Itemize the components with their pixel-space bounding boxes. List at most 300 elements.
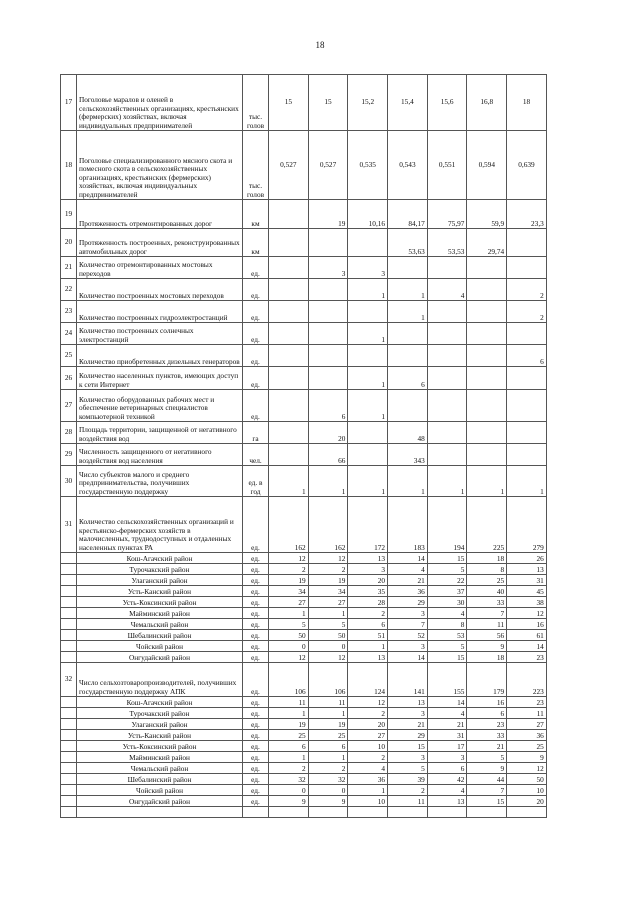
value-cell: 5 [388, 763, 428, 774]
indicators-table [60, 74, 547, 818]
unit-cell: ед. [243, 390, 269, 422]
value-cell: 6 [348, 619, 388, 630]
value-cell: 15,2 [348, 75, 388, 131]
value-cell [467, 422, 507, 444]
value-cell: 18 [467, 553, 507, 564]
value-cell: 179 [467, 663, 507, 697]
indicator-name-cell: Турочакский район [77, 708, 243, 719]
value-cell [388, 257, 428, 279]
row-number-cell [61, 641, 77, 652]
value-cell [348, 422, 388, 444]
value-cell: 18 [467, 652, 507, 663]
value-cell: 9 [308, 796, 348, 807]
value-cell: 9 [507, 752, 547, 763]
value-cell: 4 [427, 608, 467, 619]
value-cell: 124 [348, 663, 388, 697]
value-cell: 141 [388, 663, 428, 697]
district-row [61, 774, 547, 785]
district-row [61, 796, 547, 807]
indicator-name-cell: Количество приобретенных дизельных генераторов [77, 345, 243, 367]
value-cell: 19 [269, 575, 309, 586]
value-cell: 20 [507, 796, 547, 807]
indicator-name-cell: Поголовье маралов и оленей в сельскохозяйственных организациях, крестьянских (фермерских) хозяйствах, включая индивидуальных предпринимателей [77, 75, 243, 131]
district-row [61, 564, 547, 575]
value-cell: 34 [269, 586, 309, 597]
indicator-name-cell: Майминский район [77, 752, 243, 763]
unit-cell: тыс. голов [243, 75, 269, 131]
unit-cell: ед. [243, 630, 269, 641]
value-cell: 45 [507, 586, 547, 597]
row-number-cell: 30 [61, 466, 77, 497]
value-cell: 50 [269, 630, 309, 641]
row-number-cell: 21 [61, 257, 77, 279]
value-cell [507, 257, 547, 279]
row-number-cell [61, 697, 77, 708]
value-cell [427, 390, 467, 422]
value-cell: 25 [308, 730, 348, 741]
value-cell: 33 [467, 730, 507, 741]
value-cell: 17 [427, 741, 467, 752]
value-cell: 2 [308, 763, 348, 774]
indicator-name-cell: Кош-Агачский район [77, 553, 243, 564]
value-cell [388, 345, 428, 367]
value-cell: 18 [507, 75, 547, 131]
value-cell: 162 [308, 497, 348, 553]
value-cell: 14 [388, 553, 428, 564]
indicator-name-cell: Количество построенных гидроэлектростанций [77, 301, 243, 323]
value-cell: 39 [388, 774, 428, 785]
row-number-cell [61, 785, 77, 796]
district-row [61, 719, 547, 730]
value-cell: 13 [388, 697, 428, 708]
district-row [61, 575, 547, 586]
row-number-cell: 19 [61, 200, 77, 229]
value-cell [269, 345, 309, 367]
row-number-cell [61, 752, 77, 763]
value-cell: 5 [427, 641, 467, 652]
district-row [61, 730, 547, 741]
value-cell [308, 807, 348, 818]
unit-cell: ед. [243, 586, 269, 597]
value-cell: 25 [467, 575, 507, 586]
row-number-cell: 20 [61, 229, 77, 257]
value-cell: 106 [308, 663, 348, 697]
value-cell: 2 [269, 564, 309, 575]
value-cell [507, 390, 547, 422]
value-cell: 1 [427, 466, 467, 497]
value-cell: 1 [269, 608, 309, 619]
value-cell: 1 [348, 466, 388, 497]
row-number-cell: 31 [61, 497, 77, 553]
unit-cell [243, 807, 269, 818]
value-cell [507, 367, 547, 390]
indicator-name-cell: Число сельхозтоваропроизводителей, получивших государственную поддержку АПК [77, 663, 243, 697]
value-cell: 36 [348, 774, 388, 785]
district-row [61, 785, 547, 796]
value-cell: 56 [467, 630, 507, 641]
value-cell: 53,53 [427, 229, 467, 257]
value-cell [467, 390, 507, 422]
value-cell: 21 [427, 719, 467, 730]
value-cell: 1 [388, 279, 428, 301]
value-cell [507, 444, 547, 466]
value-cell: 52 [388, 630, 428, 641]
unit-cell: ед. [243, 564, 269, 575]
value-cell [269, 323, 309, 345]
row-number-cell [61, 597, 77, 608]
indicator-name-cell: Чемальский район [77, 763, 243, 774]
unit-cell: ед. [243, 708, 269, 719]
value-cell: 31 [427, 730, 467, 741]
value-cell: 1 [388, 466, 428, 497]
district-row [61, 741, 547, 752]
value-cell: 2 [308, 564, 348, 575]
value-cell [348, 301, 388, 323]
value-cell: 59,9 [467, 200, 507, 229]
value-cell: 15 [467, 796, 507, 807]
value-cell: 0,639 [507, 131, 547, 200]
value-cell: 2 [348, 708, 388, 719]
table-row [61, 301, 547, 323]
unit-cell: ед. [243, 619, 269, 630]
value-cell [308, 229, 348, 257]
value-cell: 155 [427, 663, 467, 697]
value-cell: 8 [427, 619, 467, 630]
indicator-name-cell: Чойский район [77, 785, 243, 796]
value-cell: 1 [308, 708, 348, 719]
unit-cell: ед. [243, 763, 269, 774]
row-number-cell [61, 807, 77, 818]
value-cell: 20 [308, 422, 348, 444]
indicator-name-cell: Онгудайский район [77, 796, 243, 807]
row-number-cell [61, 575, 77, 586]
row-number-cell: 29 [61, 444, 77, 466]
value-cell: 12 [348, 697, 388, 708]
indicator-name-cell: Чойский район [77, 641, 243, 652]
unit-cell: ед. [243, 367, 269, 390]
row-number-cell: 17 [61, 75, 77, 131]
district-row [61, 641, 547, 652]
table-row [61, 257, 547, 279]
value-cell: 2 [507, 279, 547, 301]
value-cell: 1 [308, 752, 348, 763]
value-cell [467, 279, 507, 301]
value-cell [427, 301, 467, 323]
value-cell: 1 [348, 367, 388, 390]
table-row [61, 200, 547, 229]
value-cell: 12 [269, 553, 309, 564]
value-cell: 28 [348, 597, 388, 608]
unit-cell: га [243, 422, 269, 444]
row-number-cell [61, 708, 77, 719]
value-cell: 32 [308, 774, 348, 785]
value-cell: 25 [269, 730, 309, 741]
district-row [61, 619, 547, 630]
table-row [61, 663, 547, 697]
value-cell: 31 [507, 575, 547, 586]
value-cell: 51 [348, 630, 388, 641]
value-cell [308, 367, 348, 390]
value-cell: 25 [507, 741, 547, 752]
value-cell: 29 [388, 597, 428, 608]
value-cell: 21 [467, 741, 507, 752]
value-cell: 36 [388, 586, 428, 597]
value-cell: 1 [348, 279, 388, 301]
value-cell: 32 [269, 774, 309, 785]
unit-cell: ед. [243, 697, 269, 708]
value-cell: 1 [348, 641, 388, 652]
indicator-name-cell: Количество оборудованных рабочих мест и обеспечение ветеринарных специалистов компьютерной техникой [77, 390, 243, 422]
value-cell: 1 [348, 390, 388, 422]
value-cell: 14 [388, 652, 428, 663]
indicator-name-cell: Усть-Коксинский район [77, 597, 243, 608]
value-cell [388, 323, 428, 345]
value-cell: 29,74 [467, 229, 507, 257]
value-cell: 0,594 [467, 131, 507, 200]
value-cell: 36 [507, 730, 547, 741]
row-number-cell: 18 [61, 131, 77, 200]
value-cell: 4 [388, 564, 428, 575]
indicator-name-cell: Протяженность построенных, реконструированных автомобильных дорог [77, 229, 243, 257]
value-cell: 27 [269, 597, 309, 608]
value-cell: 1 [348, 785, 388, 796]
value-cell: 12 [507, 763, 547, 774]
row-number-cell [61, 774, 77, 785]
value-cell [308, 323, 348, 345]
value-cell [467, 257, 507, 279]
value-cell: 3 [308, 257, 348, 279]
unit-cell: ед. [243, 730, 269, 741]
value-cell: 13 [427, 796, 467, 807]
value-cell: 84,17 [388, 200, 428, 229]
value-cell [269, 390, 309, 422]
value-cell [427, 367, 467, 390]
value-cell: 9 [467, 763, 507, 774]
value-cell: 13 [348, 652, 388, 663]
value-cell [308, 345, 348, 367]
value-cell: 7 [388, 619, 428, 630]
value-cell [467, 345, 507, 367]
row-number-cell: 25 [61, 345, 77, 367]
value-cell: 0,527 [269, 131, 309, 200]
value-cell: 194 [427, 497, 467, 553]
value-cell: 3 [388, 641, 428, 652]
value-cell: 0 [308, 641, 348, 652]
unit-cell: ед. [243, 553, 269, 564]
row-number-cell [61, 619, 77, 630]
value-cell: 9 [269, 796, 309, 807]
value-cell: 15 [388, 741, 428, 752]
value-cell [269, 367, 309, 390]
value-cell: 27 [348, 730, 388, 741]
value-cell: 13 [507, 564, 547, 575]
indicator-name-cell: Улаганский район [77, 719, 243, 730]
value-cell: 1 [308, 608, 348, 619]
value-cell: 7 [467, 608, 507, 619]
value-cell: 3 [348, 564, 388, 575]
row-number-cell [61, 719, 77, 730]
indicator-name-cell: Число субъектов малого и среднего предпринимательства, получивших государственную поддержку [77, 466, 243, 497]
value-cell: 40 [467, 586, 507, 597]
value-cell [388, 390, 428, 422]
value-cell [348, 807, 388, 818]
value-cell: 16 [467, 697, 507, 708]
unit-cell: ед. [243, 575, 269, 586]
value-cell: 48 [388, 422, 428, 444]
value-cell: 12 [507, 608, 547, 619]
value-cell [308, 301, 348, 323]
indicator-name-cell: Усть-Коксинский район [77, 741, 243, 752]
value-cell [427, 345, 467, 367]
value-cell: 19 [308, 575, 348, 586]
row-number-cell: 32 [61, 663, 77, 697]
value-cell: 11 [467, 619, 507, 630]
indicator-name-cell [77, 807, 243, 818]
value-cell [467, 367, 507, 390]
row-number-cell [61, 741, 77, 752]
indicator-name-cell: Количество населенных пунктов, имеющих доступ к сети Интернет [77, 367, 243, 390]
value-cell: 15 [427, 652, 467, 663]
value-cell: 4 [427, 785, 467, 796]
value-cell: 6 [427, 763, 467, 774]
row-number-cell: 26 [61, 367, 77, 390]
value-cell: 2 [348, 752, 388, 763]
value-cell: 4 [427, 708, 467, 719]
value-cell: 61 [507, 630, 547, 641]
unit-cell: ед. [243, 719, 269, 730]
value-cell: 5 [269, 619, 309, 630]
value-cell: 223 [507, 663, 547, 697]
unit-cell: тыс. голов [243, 131, 269, 200]
value-cell: 26 [507, 553, 547, 564]
district-row [61, 586, 547, 597]
value-cell: 53 [427, 630, 467, 641]
table-row [61, 323, 547, 345]
indicator-name-cell: Количество сельскохозяйственных организаций и крестьянско-фермерских хозяйств в малочисленных, труднодоступных и отдаленных населенных пунктах РА [77, 497, 243, 553]
value-cell: 0,543 [388, 131, 428, 200]
value-cell: 1 [467, 466, 507, 497]
value-cell: 2 [388, 785, 428, 796]
indicator-name-cell: Площадь территории, защищенной от негативного воздействия вод [77, 422, 243, 444]
value-cell [269, 279, 309, 301]
unit-cell: ед. [243, 257, 269, 279]
value-cell: 50 [507, 774, 547, 785]
indicator-name-cell: Поголовье специализированного мясного скота и помесного скота в сельскохозяйственных организациях, крестьянских (фермерских) хозяйствах, включая индивидуальных предпринимателей [77, 131, 243, 200]
table-row [61, 497, 547, 553]
table-row [61, 444, 547, 466]
value-cell: 38 [507, 597, 547, 608]
unit-cell: чел. [243, 444, 269, 466]
value-cell: 1 [269, 752, 309, 763]
value-cell: 1 [348, 323, 388, 345]
value-cell: 19 [308, 719, 348, 730]
value-cell: 37 [427, 586, 467, 597]
unit-cell: ед. [243, 301, 269, 323]
value-cell: 6 [269, 741, 309, 752]
table-row [61, 466, 547, 497]
value-cell: 1 [507, 466, 547, 497]
value-cell: 19 [308, 200, 348, 229]
unit-cell: ед. [243, 641, 269, 652]
row-number-cell [61, 652, 77, 663]
value-cell: 12 [308, 652, 348, 663]
value-cell: 22 [427, 575, 467, 586]
value-cell: 16,8 [467, 75, 507, 131]
value-cell: 15 [269, 75, 309, 131]
value-cell [467, 444, 507, 466]
district-row [61, 752, 547, 763]
value-cell: 3 [427, 752, 467, 763]
value-cell [269, 301, 309, 323]
value-cell: 343 [388, 444, 428, 466]
value-cell: 1 [269, 708, 309, 719]
row-number-cell [61, 608, 77, 619]
value-cell: 53,63 [388, 229, 428, 257]
value-cell: 7 [467, 785, 507, 796]
district-row [61, 652, 547, 663]
value-cell [348, 345, 388, 367]
indicator-name-cell: Турочакский район [77, 564, 243, 575]
value-cell: 16 [507, 619, 547, 630]
value-cell: 44 [467, 774, 507, 785]
value-cell: 10,16 [348, 200, 388, 229]
row-number-cell [61, 630, 77, 641]
row-number-cell [61, 730, 77, 741]
value-cell: 19 [269, 719, 309, 730]
value-cell: 23,3 [507, 200, 547, 229]
indicator-name-cell: Усть-Канский район [77, 586, 243, 597]
value-cell [269, 257, 309, 279]
value-cell: 27 [507, 719, 547, 730]
value-cell [507, 323, 547, 345]
value-cell: 1 [269, 466, 309, 497]
value-cell [269, 444, 309, 466]
value-cell: 50 [308, 630, 348, 641]
page-number: 18 [315, 40, 325, 50]
value-cell: 1 [388, 301, 428, 323]
indicator-name-cell: Количество построенных мостовых переходов [77, 279, 243, 301]
district-row [61, 697, 547, 708]
value-cell [427, 257, 467, 279]
value-cell: 0,551 [427, 131, 467, 200]
unit-cell: ед. [243, 608, 269, 619]
unit-cell: ед. [243, 796, 269, 807]
value-cell: 11 [308, 697, 348, 708]
value-cell: 5 [467, 752, 507, 763]
value-cell: 2 [269, 763, 309, 774]
value-cell: 2 [348, 608, 388, 619]
value-cell: 3 [388, 708, 428, 719]
unit-cell: ед. [243, 774, 269, 785]
value-cell [427, 444, 467, 466]
value-cell: 5 [427, 564, 467, 575]
district-row [61, 807, 547, 818]
value-cell [269, 200, 309, 229]
unit-cell: км [243, 229, 269, 257]
value-cell: 66 [308, 444, 348, 466]
value-cell: 6 [467, 708, 507, 719]
table-row [61, 229, 547, 257]
unit-cell: ед. [243, 279, 269, 301]
value-cell: 6 [388, 367, 428, 390]
table-row [61, 131, 547, 200]
value-cell: 12 [269, 652, 309, 663]
unit-cell: ед. [243, 741, 269, 752]
indicator-name-cell: Кош-Агачский район [77, 697, 243, 708]
value-cell: 23 [507, 697, 547, 708]
value-cell: 11 [507, 708, 547, 719]
row-number-cell [61, 586, 77, 597]
